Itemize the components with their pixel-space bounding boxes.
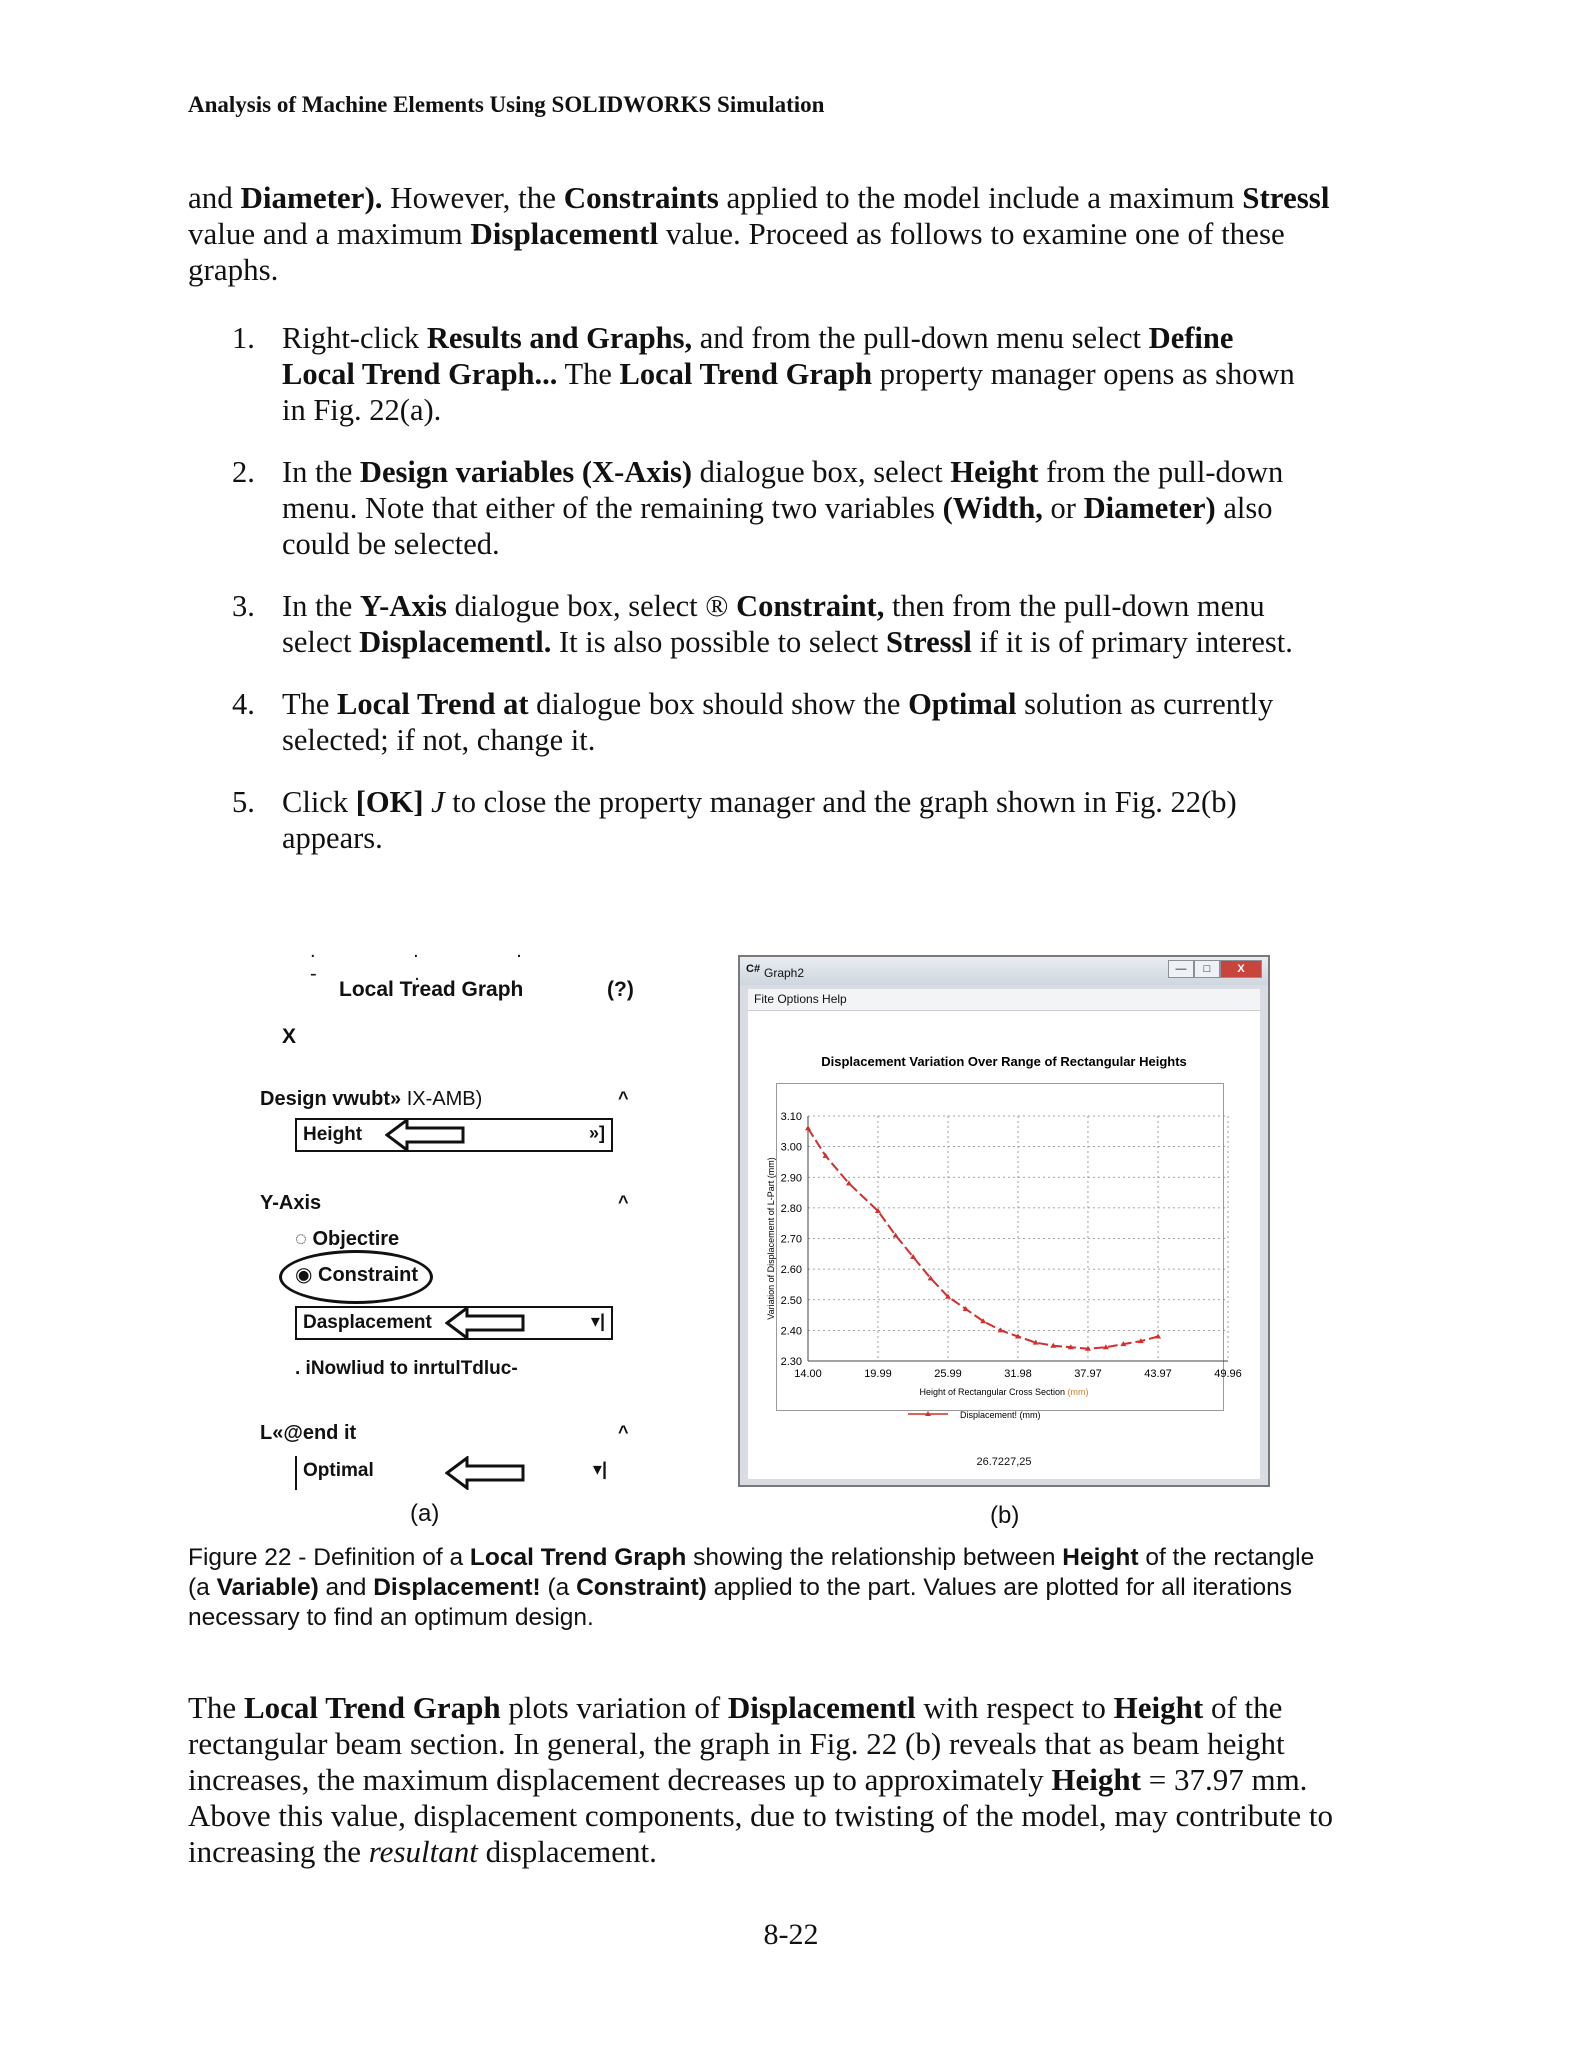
dots-decoration: . . . - .	[310, 940, 568, 985]
design-variables-label: Design vwubt» IX-AMB)	[260, 1088, 483, 1110]
steps-list	[232, 320, 1302, 882]
constraint-select[interactable]: Dasplacement ▾|	[295, 1306, 613, 1340]
window-title: Graph2	[764, 966, 805, 980]
y-axis-label: Y-Axis	[260, 1192, 322, 1214]
page-number: 8-22	[763, 1918, 819, 1951]
app-icon: C#	[746, 963, 761, 975]
dropdown-arrow-icon[interactable]: ▾|	[590, 1311, 605, 1331]
design-variable-select[interactable]: Height »]	[295, 1118, 613, 1152]
intro-paragraph: and Diameter). However, the Constraints applied to the model include a maximum Stressl value and a maximum Displacementl value. Proceed as follows to examine one of these graphs.	[188, 180, 1330, 287]
x-tick-label: 43.97	[1144, 1368, 1172, 1380]
x-axis-label: Height of Rectangular Cross Section (mm)	[919, 1387, 1089, 1397]
y-tick-label: 2.80	[780, 1202, 802, 1215]
panel-label-a: (a)	[410, 1500, 440, 1527]
step-item: 3. In the Y-Axis dialogue box, select ® Constraint, then from the pull-down menu select Displacementl. It is also possible to select Stressl if it is of primary interest.	[232, 589, 1293, 659]
local-trend-select[interactable]: Optimal ▾|	[295, 1456, 613, 1490]
radio-empty-icon: ◌	[295, 1228, 313, 1250]
data-point	[805, 1125, 811, 1130]
x-tick-label: 19.99	[864, 1368, 892, 1380]
window-close-button[interactable]: X	[1220, 960, 1262, 978]
y-tick-label: 3.10	[780, 1111, 802, 1123]
minimize-button[interactable]: —	[1168, 960, 1194, 978]
radio-selected-icon: ◉	[295, 1264, 319, 1286]
readout-text: 26.7227,25	[976, 1456, 1032, 1468]
pm-title: Local Tread Graph	[339, 978, 524, 1001]
x-tick-label: 14.00	[794, 1368, 822, 1380]
x-tick-label: 49.96	[1214, 1368, 1242, 1380]
note-text: . iNowliud to inrtulTdluc-	[295, 1358, 518, 1379]
closing-paragraph: The Local Trend Graph plots variation of Displacementl with respect to Height of the rectangular beam section. In general, the graph in Fig. 22 (b) reveals that as beam height increases, the maximum displacement decreases up to approximately Height = 37.97 mm. Above this value, displacement components, due to twisting of the model, may contribute to increasing the resultant displacement.	[188, 1690, 1334, 1869]
x-tick-label: 31.98	[1004, 1368, 1032, 1380]
radio-objective[interactable]: ◌ Objectire	[295, 1228, 400, 1250]
step-item: 1. Right-click Results and Graphs, and from the pull-down menu select Define Local Trend Graph... The Local Trend Graph property manager opens as shown in Fig. 22(a).	[232, 321, 1295, 427]
collapse-icon[interactable]: ^	[618, 1088, 629, 1108]
data-point	[1155, 1334, 1161, 1339]
dropdown-arrow-icon[interactable]: »]	[588, 1123, 605, 1143]
y-tick-label: 3.00	[780, 1141, 802, 1154]
y-tick-label: 2.40	[780, 1325, 802, 1338]
y-axis-label: Variation of Displacement of L-Part (mm)	[766, 1157, 776, 1320]
window-controls	[1168, 960, 1262, 978]
y-tick-label: 2.90	[780, 1172, 802, 1185]
x-axis-unit: (mm)	[1067, 1387, 1089, 1397]
legend-label: Displacement! (mm)	[960, 1410, 1041, 1420]
collapse-icon[interactable]: ^	[618, 1192, 629, 1212]
y-tick-label: 2.70	[780, 1233, 802, 1246]
pointer-arrow-icon	[445, 1456, 525, 1490]
window-titlebar	[740, 957, 1268, 985]
step-item: 5. Click [OK] J to close the property manager and the graph shown in Fig. 22(b) appears.	[232, 785, 1237, 855]
y-tick-label: 2.50	[780, 1294, 802, 1307]
help-button[interactable]: (?)	[607, 978, 634, 1001]
y-tick-label: 2.30	[780, 1356, 802, 1368]
chart-title: Displacement Variation Over Range of Rectangular Heights	[821, 1054, 1187, 1069]
step-item: 4. The Local Trend at dialogue box should show the Optimal solution as currently selected; if not, change it.	[232, 687, 1274, 757]
step-item: 2. In the Design variables (X-Axis) dialogue box, select Height from the pull-down menu. Note that either of the remaining two variables (Width, or Diameter) also could be selected.	[232, 455, 1284, 561]
graph-window	[738, 955, 1270, 1487]
graph-client-area	[748, 1011, 1260, 1479]
pointer-arrow-icon	[385, 1118, 465, 1152]
y-tick-label: 2.60	[780, 1264, 802, 1277]
panel-label-b: (b)	[990, 1502, 1020, 1529]
running-head: Analysis of Machine Elements Using SOLIDWORKS Simulation	[188, 92, 825, 117]
x-tick-label: 37.97	[1074, 1368, 1102, 1380]
local-trend-property-manager	[255, 940, 655, 1500]
collapse-icon[interactable]: ^	[618, 1422, 629, 1442]
menu-bar[interactable]: Fite Options Help	[748, 989, 1260, 1011]
maximize-button[interactable]: □	[1194, 960, 1220, 978]
dropdown-arrow-icon[interactable]: ▾|	[592, 1459, 607, 1479]
figure-caption: Figure 22 - Definition of a Local Trend Graph showing the relationship between Height of the rectangle (a Variable) and Displacement! (a Constraint) applied to the part. Values are plotted for all iterations necessary to find an optimum design.	[188, 1544, 1315, 1631]
local-trend-label: L«@end it	[260, 1422, 357, 1444]
pointer-arrow-icon	[445, 1306, 525, 1340]
close-button[interactable]: X	[282, 1025, 297, 1048]
x-tick-label: 25.99	[934, 1368, 962, 1380]
chart-svg	[748, 1011, 1260, 1479]
radio-constraint[interactable]: ◉ Constraint	[295, 1264, 419, 1286]
